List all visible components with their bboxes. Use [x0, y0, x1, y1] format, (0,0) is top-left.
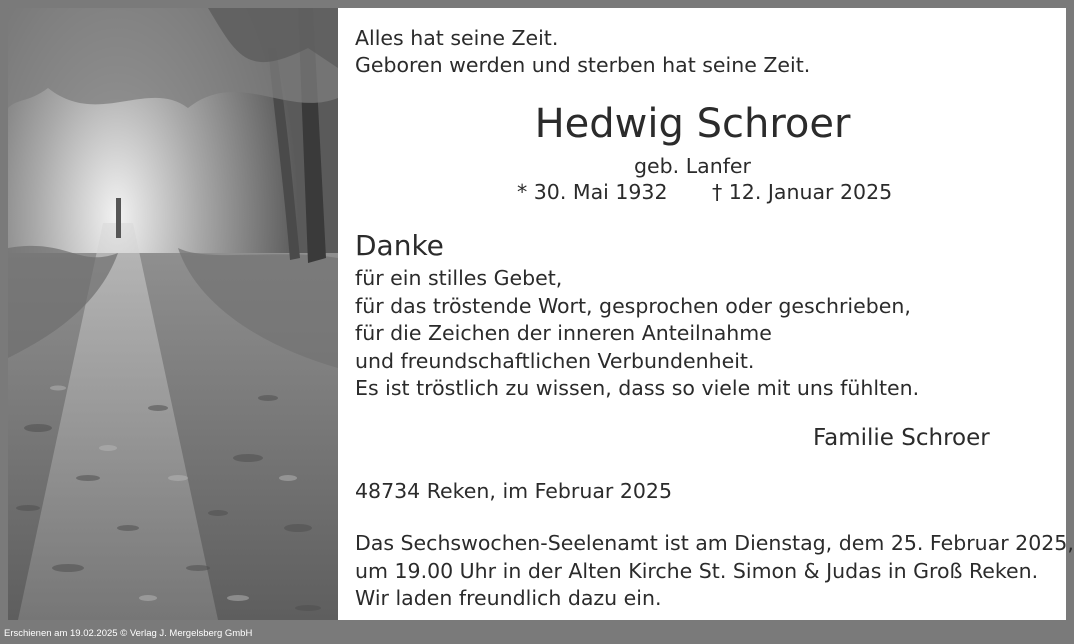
thanks-line: für ein stilles Gebet, [355, 266, 563, 290]
quote-line: Alles hat seine Zeit. [355, 26, 559, 50]
place-date: 48734 Reken, im Februar 2025 [355, 479, 673, 503]
deceased-name: Hedwig Schroer [534, 101, 851, 147]
obituary-card [8, 8, 1074, 620]
bible-quote [355, 24, 810, 78]
birth-date: * 30. Mai 1932 [517, 180, 668, 204]
thanks-line: für die Zeichen der inneren Anteilnahme [355, 321, 772, 345]
maiden-name: geb. Lanfer [634, 154, 751, 178]
thanks-heading: Danke [355, 229, 444, 262]
forest-path-photo [8, 8, 338, 620]
thanks-line: und freundschaftlichen Verbundenheit. [355, 348, 755, 373]
family-signature: Familie Schroer [813, 425, 990, 451]
death-date: † 12. Januar 2025 [712, 180, 893, 204]
notice-text [355, 8, 1074, 620]
service-line: Das Sechswochen-Seelenamt ist am Dienstag, dem 25. Februar 2025, [355, 531, 1074, 555]
thanks-line: für das tröstende Wort, gesprochen oder geschrieben, [355, 293, 911, 318]
service-line: um 19.00 Uhr in der Alten Kirche St. Simon & Judas in Groß Reken. [355, 558, 1039, 583]
service-announcement [355, 529, 1074, 612]
thanks-line: Es ist tröstlich zu wissen, dass so viele mit uns fühlten. [355, 376, 920, 400]
thanks-text [355, 264, 919, 402]
quote-line: Geboren werden und sterben hat seine Zeit. [355, 53, 811, 77]
service-line: Wir laden freundlich dazu ein. [355, 586, 662, 610]
publication-footer: Erschienen am 19.02.2025 © Verlag J. Mergelsberg GmbH [4, 628, 253, 639]
